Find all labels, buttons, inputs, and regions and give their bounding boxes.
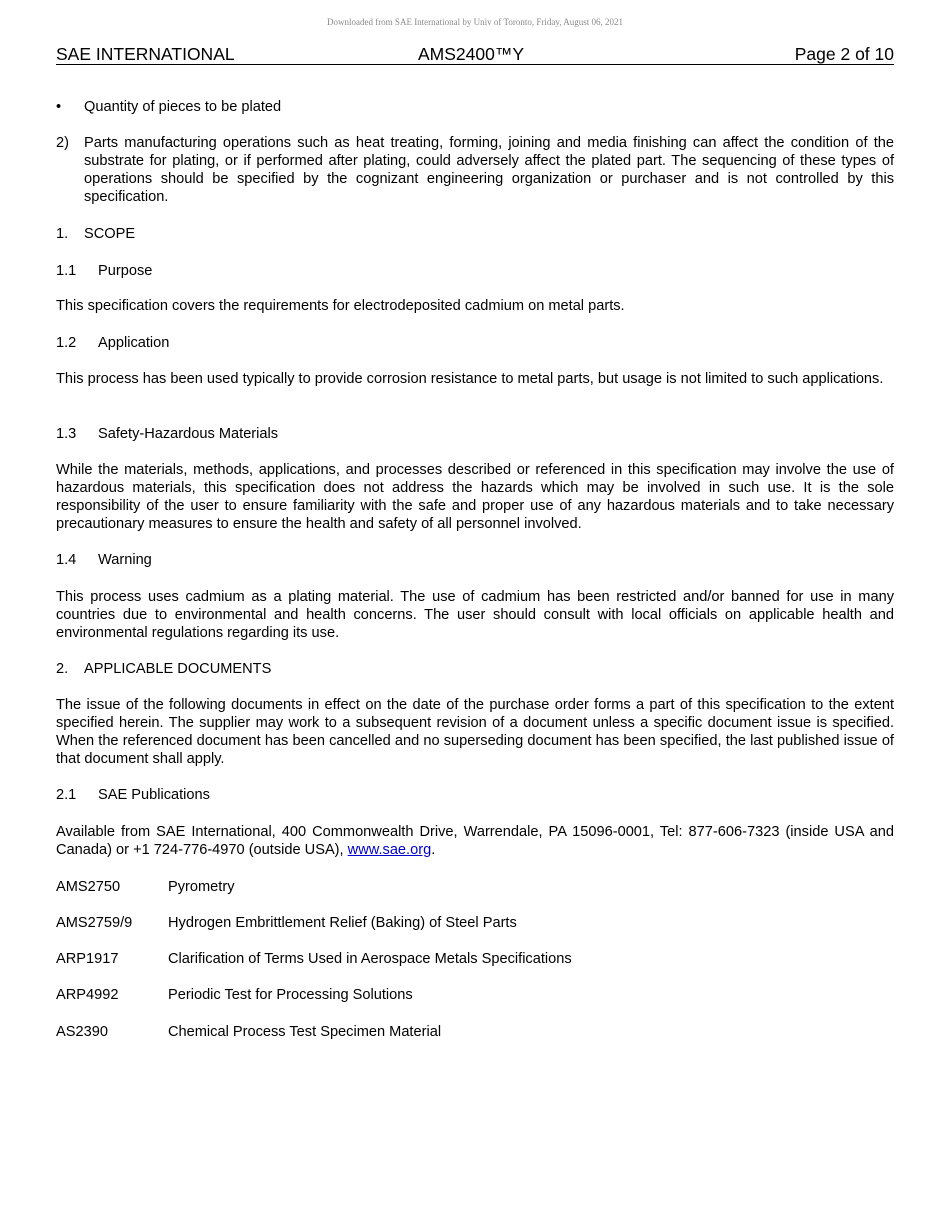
sae-website-link[interactable]: www.sae.org [347,842,432,858]
subsection-number: 2.1 [56,787,77,803]
bullet-mark: • [56,99,62,115]
subsection-number: 1.3 [56,426,77,442]
reference-row [56,914,894,932]
section-number: 2. [56,661,69,677]
reference-code: AMS2759/9 [56,915,133,931]
reference-code: ARP4992 [56,987,119,1003]
availability-text: Available from SAE International, 400 Commonwealth Drive, Warrendale, PA 15096-0001, Tel: 877-606-7323 (inside USA and Canada) or +1 724-776-4970 (outside USA), [56,824,894,858]
reference-title: Clarification of Terms Used in Aerospace Metals Specifications [168,951,572,967]
reference-row [56,1023,894,1041]
section-heading-scope [56,225,894,243]
section-heading-applicable-documents [56,660,894,678]
subsection-title: Application [98,335,170,351]
availability-text-end: . [431,842,436,858]
note-text: Parts manufacturing operations such as heat treating, forming, joining and media finishing can affect the condition of the substrate for plating, or if performed after plating, could adversely affect the plated part. The sequencing of these types of operations should be specified by the cognizant engineering organization or purchaser and is not controlled by this specification. [84,135,894,205]
subsection-heading-application [56,334,894,352]
subsection-heading-purpose [56,262,894,280]
subsection-heading-warning [56,551,894,569]
reference-code: AS2390 [56,1024,108,1040]
subsection-title: Warning [98,552,152,568]
purpose-paragraph: This specification covers the requirements for electrodeposited cadmium on metal parts. [56,298,625,314]
reference-code: ARP1917 [56,951,119,967]
reference-row [56,878,894,896]
subsection-number: 1.4 [56,552,77,568]
subsection-heading-safety [56,425,894,443]
reference-code: AMS2750 [56,879,121,895]
subsection-number: 1.1 [56,263,77,279]
document-id: AMS2400™Y [418,44,525,64]
safety-paragraph: While the materials, methods, applications, and processes described or referenced in this specification may involve the use of hazardous materials, this specification does not address the hazards which may be involved in such use. It is the sole responsibility of the user to ensure familiarity with the safe and proper use of any hazardous materials and to take necessary precautionary measures to ensure the health and safety of all personnel involved. [56,462,894,532]
reference-title: Pyrometry [168,879,235,895]
subsection-heading-sae-publications [56,786,894,804]
section-number: 1. [56,226,69,242]
subsection-title: Safety-Hazardous Materials [98,426,279,442]
section-title: APPLICABLE DOCUMENTS [84,661,272,677]
reference-title: Hydrogen Embrittlement Relief (Baking) of Steel Parts [168,915,517,931]
warning-paragraph: This process uses cadmium as a plating material. The use of cadmium has been restricted and/or banned for use in many countries due to environmental and health concerns. The user should consult with local officials on applicable health and environmental regulations regarding its use. [56,589,894,641]
subsection-title: SAE Publications [98,787,210,803]
note-2 [56,134,894,206]
page-header [56,44,894,65]
reference-row [56,986,894,1004]
download-watermark: Downloaded from SAE International by Univ of Toronto, Friday, August 06, 2021 [326,17,624,27]
publisher-name: SAE INTERNATIONAL [56,44,235,64]
subsection-title: Purpose [98,263,153,279]
sae-publications-paragraph [56,823,894,859]
list-item-text: Quantity of pieces to be plated [84,99,282,115]
applicable-documents-paragraph: The issue of the following documents in effect on the date of the purchase order forms a part of this specification to the extent specified herein. The supplier may work to a subsequent revision of a document unless a specific document issue is specified. When the referenced document has been cancelled and no superseding document has been specified, the last published issue of that document shall apply. [56,697,894,767]
note-number: 2) [56,135,69,151]
subsection-number: 1.2 [56,335,77,351]
list-item [56,98,894,116]
application-paragraph: This process has been used typically to provide corrosion resistance to metal parts, but usage is not limited to such applications. [56,371,884,387]
reference-title: Chemical Process Test Specimen Material [168,1024,442,1040]
section-title: SCOPE [84,226,136,242]
page-number: Page 2 of 10 [794,44,894,64]
reference-row [56,950,894,968]
reference-title: Periodic Test for Processing Solutions [168,987,413,1003]
